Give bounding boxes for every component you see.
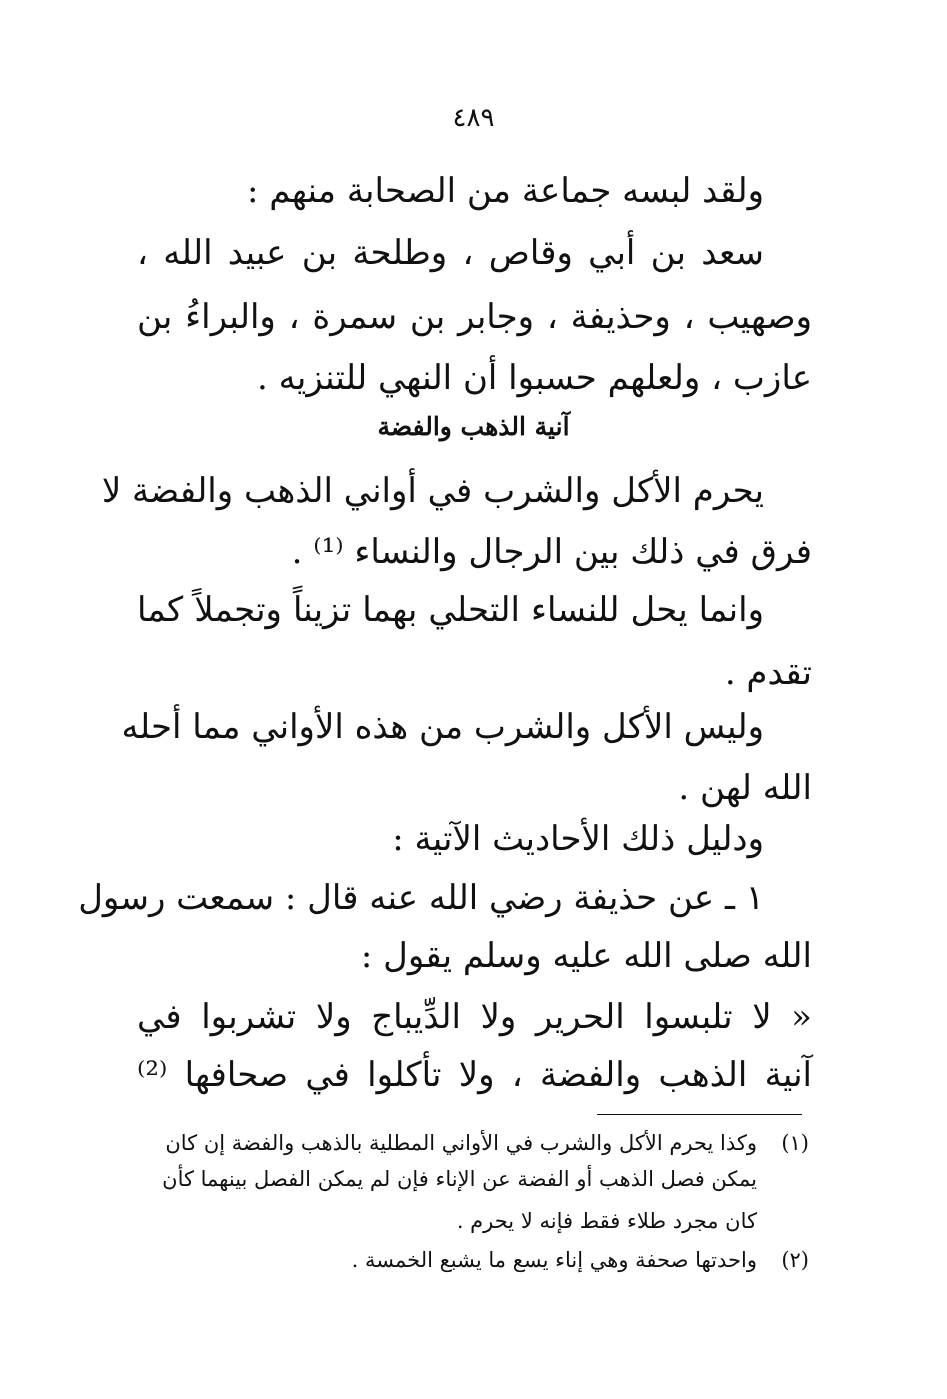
text-line: عازب ، ولعلهم حسبوا أن النهي للتنزيه . xyxy=(257,358,812,398)
page-number: ٤٨٩ xyxy=(452,103,495,133)
text-line: فرق في ذلك بين الرجال والنساء ⁽¹⁾ . xyxy=(291,532,812,572)
text-line: سعد بن أبي وقاص ، وطلحة بن عبيد الله ، xyxy=(137,233,764,273)
text-line: وصهيب ، وحذيفة ، وجابر بن سمرة ، والبراءُ بن xyxy=(137,297,812,337)
text-line: « لا تلبسوا الحرير ولا الدِّيباج ولا تشربوا في xyxy=(137,997,812,1037)
footnote-marker: (١) xyxy=(781,1131,809,1155)
footnote-text: يمكن فصل الذهب أو الفضة عن الإناء فإن لم يمكن الفصل بينهما كأن xyxy=(162,1167,757,1191)
text-line: ودليل ذلك الأحاديث الآتية : xyxy=(392,819,764,859)
text-line: آنية الذهب والفضة ، ولا تأكلوا في صحافها ⁽²⁾ xyxy=(137,1055,812,1095)
footnote-1 xyxy=(137,1126,809,1160)
text-line: يحرم الأكل والشرب في أواني الذهب والفضة لا xyxy=(101,471,764,511)
text-line: ولقد لبسه جماعة من الصحابة منهم : xyxy=(246,171,764,211)
text-line: ١ ـ عن حذيفة رضي الله عنه قال : سمعت رسول xyxy=(78,878,764,918)
text-line: الله لهن . xyxy=(678,768,812,808)
footnote-text: كان مجرد طلاء فقط فإنه لا يحرم . xyxy=(456,1209,757,1233)
text-line: الله صلى الله عليه وسلم يقول : xyxy=(360,936,812,976)
text-line: وليس الأكل والشرب من هذه الأواني مما أحله xyxy=(121,707,764,747)
footnote-text: واحدتها صحفة وهي إناء يسع ما يشبع الخمسة . xyxy=(351,1248,757,1272)
footnote-marker: (٢) xyxy=(781,1248,809,1272)
footnote-separator xyxy=(597,1114,802,1115)
text-line: تقدم . xyxy=(724,653,812,693)
text-line: وانما يحل للنساء التحلي بهما تزيناً وتجملاً كما xyxy=(137,590,764,630)
footnote-text: وكذا يحرم الأكل والشرب في الأواني المطلية بالذهب والفضة إن كان xyxy=(165,1131,757,1155)
footnote-2 xyxy=(137,1243,809,1277)
section-heading: آنية الذهب والفضة xyxy=(377,412,570,441)
